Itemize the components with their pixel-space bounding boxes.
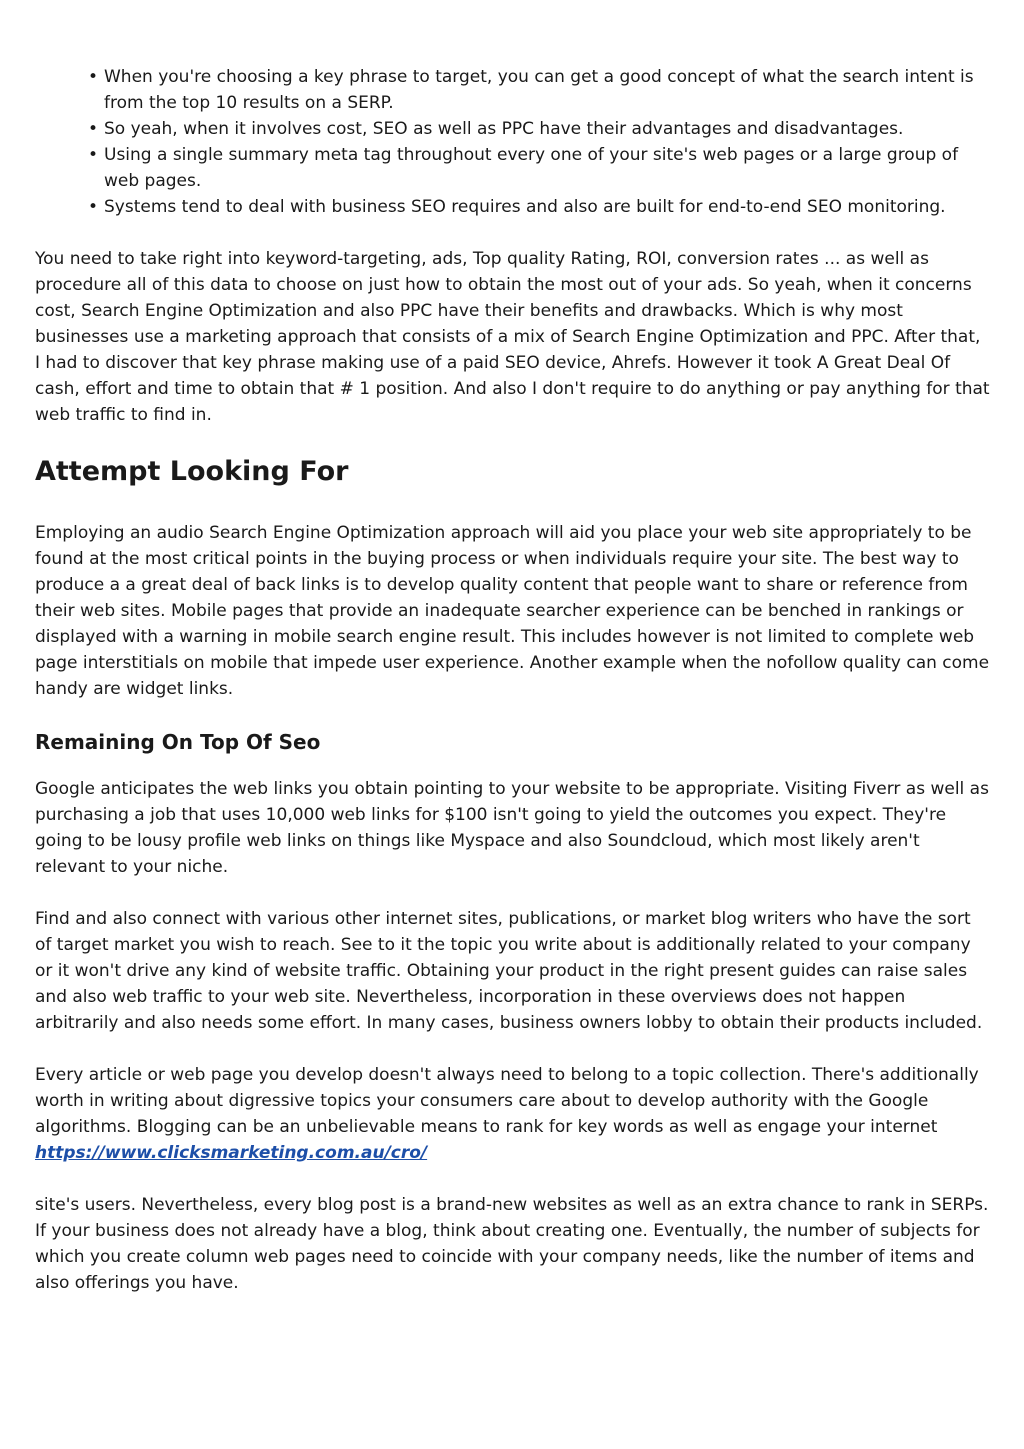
body-paragraph: Find and also connect with various other internet sites, publications, or market blog writers who have the sort of target market you wish to reach. See to it the topic you write about is additionally related to your company or it won't drive any kind of website traffic. Obtaining your product in the right present guides can raise sales and also web traffic to your web site. Nevertheless, incorporation in these overviews does not happen arbitrarily and also needs some effort. In many cases, business owners lobby to obtain their products included. xyxy=(35,909,983,1033)
body-paragraph: site's users. Nevertheless, every blog post is a brand-new websites as well as an extra chance to rank in SERPs. If your business does not already have a blog, think about creating one. Eventually, the number of subjects for which you create column web pages need to coincide with your company needs, like the number of items and also offerings you have. xyxy=(35,1195,989,1293)
bullet-marker: • xyxy=(88,197,99,217)
paragraph-text: Every article or web page you develop doesn't always need to belong to a topic collection. There's additionally worth in writing about digressive topics your consumers care about to develop authority with the Google algorithms. Blogging can be an unbelievable means to rank for key words as well as engage your internet xyxy=(35,1065,979,1137)
subsection-heading: Remaining On Top Of Seo xyxy=(35,730,321,754)
bullet-marker: • xyxy=(88,67,99,87)
bullet-list xyxy=(35,64,990,220)
bullet-text: So yeah, when it involves cost, SEO as well as PPC have their advantages and disadvantages. xyxy=(104,119,904,139)
bullet-text: When you're choosing a key phrase to target, you can get a good concept of what the search intent is from the top 10 results on a SERP. xyxy=(104,67,974,113)
section-heading: Attempt Looking For xyxy=(35,456,349,487)
bullet-text: Using a single summary meta tag throughout every one of your site's web pages or a large group of web pages. xyxy=(104,145,959,191)
bullet-marker: • xyxy=(88,119,99,139)
external-link[interactable]: https://www.clicksmarketing.com.au/cro/ xyxy=(35,1143,428,1163)
body-paragraph: Employing an audio Search Engine Optimization approach will aid you place your web site appropriately to be found at the most critical points in the buying process or when individuals require your site. The best way to produce a a great deal of back links is to develop quality content that people want to share or reference from their web sites. Mobile pages that provide an inadequate searcher experience can be benched in rankings or displayed with a warning in mobile search engine result. This includes however is not limited to complete web page interstitials on mobile that impede user experience. Another example when the nofollow quality can come handy are widget links. xyxy=(35,523,990,699)
bullet-item xyxy=(88,142,990,194)
bullet-text: Systems tend to deal with business SEO requires and also are built for end-to-end SEO monitoring. xyxy=(104,197,946,217)
body-paragraph: You need to take right into keyword-targeting, ads, Top quality Rating, ROI, conversion rates ... as well as procedure all of this data to choose on just how to obtain the most out of your ads. So yeah, when it concerns cost, Search Engine Optimization and also PPC have their benefits and drawbacks. Which is why most businesses use a marketing approach that consists of a mix of Search Engine Optimization and PPC. After that, I had to discover that key phrase making use of a paid SEO device, Ahrefs. However it took A Great Deal Of cash, effort and time to obtain that # 1 position. And also I don't require to do anything or pay anything for that web traffic to find in. xyxy=(35,249,990,425)
bullet-item xyxy=(88,194,990,220)
body-paragraph-with-link xyxy=(35,1062,990,1166)
body-paragraph: Google anticipates the web links you obtain pointing to your website to be appropriate. Visiting Fiverr as well as purchasing a job that uses 10,000 web links for $100 isn't going to yield the outcomes you expect. They're going to be lousy profile web links on things like Myspace and also Soundcloud, which most likely aren't relevant to your niche. xyxy=(35,779,989,877)
bullet-item xyxy=(88,116,990,142)
bullet-marker: • xyxy=(88,145,99,165)
bullet-item xyxy=(88,64,990,116)
